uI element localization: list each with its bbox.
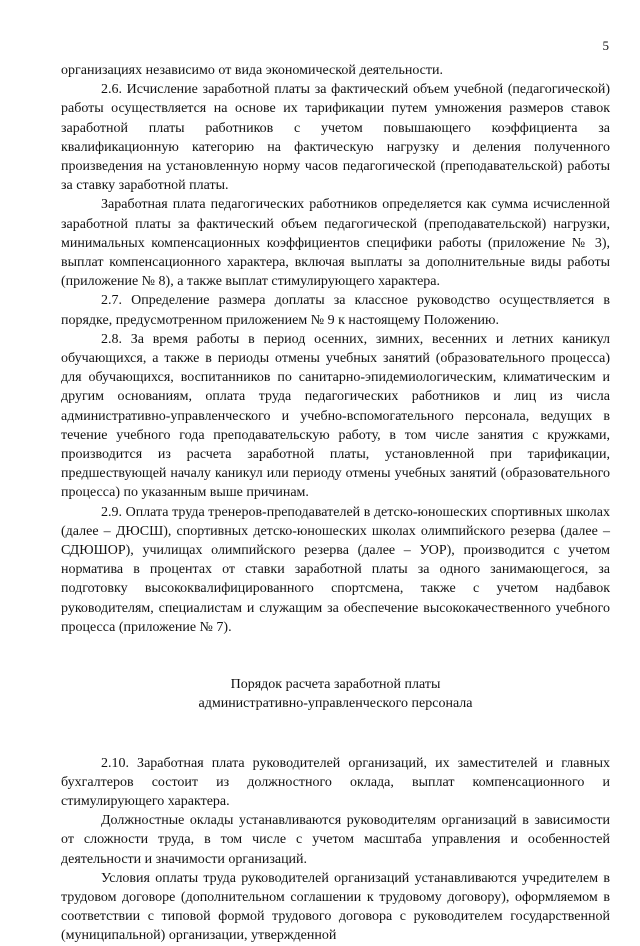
section-heading-line-1: Порядок расчета заработной платы xyxy=(230,677,441,693)
page-number: 5 xyxy=(602,38,609,53)
paragraph: Условия оплаты труда руководителей организаций устанавливаются учредителем в трудовом договоре (дополнительном соглашении к трудовому договору), оформляемом в соответствии с типовой формой трудового договора с руководителем государственной (муниципальной) организации, утвержденной xyxy=(61,870,610,944)
paragraph: 2.10. Заработная плата руководителей организаций, их заместителей и главных бухгалтеров состоит из должностного оклада, выплат компенсационного и стимулирующего характера. xyxy=(61,755,610,809)
paragraph: организациях независимо от вида экономической деятельности. xyxy=(61,63,443,78)
paragraphs-bottom xyxy=(61,754,610,946)
paragraph: 2.6. Исчисление заработной платы за фактический объем учебной (педагогической) работы осуществляется на основе их тарификации путем умножения размеров ставок заработной платы работников с учетом повышающего коэффициента за квалификационную категорию на фактическую нагрузку и деления полученного произведения на установленную норму часов педагогической (преподавательской) работы за ставку заработной платы. xyxy=(61,82,610,194)
section-heading xyxy=(61,675,610,713)
paragraph: Должностные оклады устанавливаются руководителям организаций в зависимости от сложности труда, в том числе с учетом масштаба управления и особенностей деятельности и значимости организаций. xyxy=(61,813,610,867)
paragraph: 2.7. Определение размера доплаты за классное руководство осуществляется в порядке, предусмотренном приложением № 9 к настоящему Положению. xyxy=(61,293,610,328)
section-heading-line-2: административно-управленческого персонала xyxy=(198,696,473,712)
paragraph: 2.8. За время работы в период осенних, зимних, весенних и летних каникул обучающихся, а также в периоды отмены учебных занятий (образовательного процесса) для обучающихся, воспитанников по санитарно-эпидемиологическим, климатическим и другим основаниям, оплата труда педагогических работников и лиц из числа административно-управленческого и учебно-вспомогательного персонала, ведущих в течение учебного года преподавательскую работу, в том числе занятия с кружками, производится из расчета заработной платы, установленной при тарификации, предшествующей началу каникул или периоду отмены учебных занятий (образовательного процесса) по указанным выше причинам. xyxy=(61,331,610,501)
document-body xyxy=(61,61,610,946)
paragraphs-top xyxy=(61,61,610,637)
paragraph: Заработная плата педагогических работников определяется как сумма исчисленной заработной платы за фактический объем педагогической (преподавательской) нагрузки, минимальных компенсационных коэффициентов специфики работы (приложение № 3), выплат компенсационного характера, включая выплаты за дополнительные виды работы (приложение № 8), а также выплат стимулирующего характера. xyxy=(61,197,610,290)
paragraph: 2.9. Оплата труда тренеров-преподавателей в детско-юношеских спортивных школах (далее – ДЮСШ), спортивных детско-юношеских школах олимпийского резерва (далее – СДЮШОР), училищах олимпийского резерва (далее – УОР), производится с учетом норматива в процентах от ставки заработной платы за одного занимающегося, за подготовку высококвалифицированного спортсмена, также с учетом надбавок руководителям, специалистам и служащим за обеспечение высококачественного учебного процесса (приложение № 7). xyxy=(61,504,610,635)
